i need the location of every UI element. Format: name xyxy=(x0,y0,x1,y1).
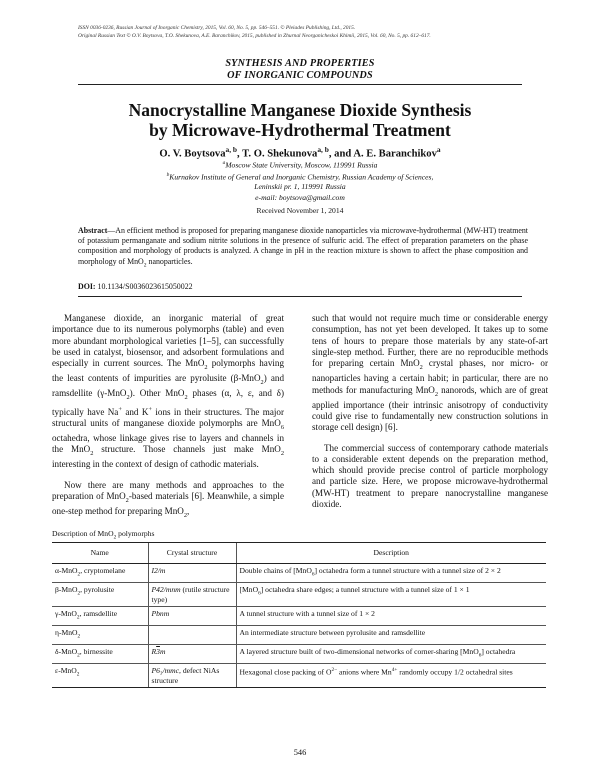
table-cell-structure xyxy=(148,626,236,645)
doi xyxy=(78,282,193,291)
abstract-end: nanoparticles. xyxy=(146,256,193,266)
paper-title-line-1: Nanocrystalline Manganese Dioxide Synthesis xyxy=(128,100,472,120)
table-cell-name: η-MnO$_2$ xyxy=(52,626,148,645)
body-paragraph: The commercial success of contemporary cathode materials to a considerable extent depends on the preparation method, which should provide precise control of particle morphology and particle size. Here, we propose microwave-hydrothermal (MW-HT) treatment to prepare nanocrystalline manganese dioxide. xyxy=(312,442,548,510)
table-cell-structure: P6₃/mmc, defect NiAs structure xyxy=(148,664,236,688)
affiliation-b xyxy=(60,171,540,192)
author-3-affil: a xyxy=(436,145,441,154)
table-row xyxy=(52,583,546,607)
table-cell-name: β-MnO$_2$, pyrolusite xyxy=(52,583,148,607)
journal-header-line-2: Original Russian Text © O.V. Boytsova, T.O. Shekunova, A.E. Baranchikov, 2015, published in Zhurnal Neorganicheskoi Khimii, 2015, Vol. 60, No. 5, pp. 612–617. xyxy=(78,33,431,39)
abstract-text: —An efficient method is proposed for preparing manganese dioxide nanoparticles via microwave-hydrothermal (MW-HT) treatment of potassium permanganate and sodium nitrite solutions in the presence of sulfuric acid. The effect of preparation parameters on the phase composition and morphology of products is analyzed. A change in pH in the reaction mixture is shown to affect the phase composition and morphology of MnO xyxy=(78,226,528,266)
table-cell-name: δ-MnO$_2$, birnessite xyxy=(52,645,148,664)
subscript: 2 xyxy=(143,262,147,269)
email: e-mail: boytsova@gmail.com xyxy=(255,193,345,202)
author-1: O. V. Boytsova xyxy=(159,148,226,160)
table-row xyxy=(52,607,546,626)
table-cell-structure: P42/mnm (rutile structure type) xyxy=(148,583,236,607)
table-cell-description: Hexagonal close packing of $O^{2-}$ anions where $Mn^{4+}$ randomly occupy 1/2 octahedral sites xyxy=(236,664,546,688)
abstract-label: Abstract xyxy=(78,226,108,235)
table-row xyxy=(52,564,546,583)
page-number: 546 xyxy=(293,748,307,757)
received-date: Received November 1, 2014 xyxy=(256,206,344,215)
affiliation-b-text: Kurnakov Institute of General and Inorganic Chemistry, Russian Academy of Sciences, xyxy=(169,172,434,182)
table-cell-name: γ-MnO$_2$, ramsdellite xyxy=(52,607,148,626)
table-cell-name: ε-MnO$_2$ xyxy=(52,664,148,688)
author-3: A. E. Baranchikov xyxy=(353,148,437,160)
author-2-affil: a, b xyxy=(317,145,329,154)
author-2: T. O. Shekunova xyxy=(242,148,318,160)
section-rule xyxy=(78,84,522,85)
table-cell-description: Double chains of [MnO$_6$] octahedra form a tunnel structure with a tunnel size of 2 × 2 xyxy=(236,564,546,583)
polymorph-table xyxy=(52,542,546,688)
section-heading-line-1: SYNTHESIS AND PROPERTIES xyxy=(225,58,375,69)
table-cell-structure: I2/m xyxy=(148,564,236,583)
table-header-structure: Crystal structure xyxy=(148,543,236,564)
affiliation-b-address: Leninskii pr. 1, 119991 Russia xyxy=(254,182,346,192)
table-cell-description: A layered structure built of two-dimensional networks of corner-sharing [MnO$_6$] octahedra xyxy=(236,645,546,664)
affiliation-a-mark: a xyxy=(222,160,226,166)
table-row xyxy=(52,664,546,688)
author-1-affil: a, b xyxy=(225,145,238,154)
table-header-name: Name xyxy=(52,543,148,564)
table-row xyxy=(52,626,546,645)
section-heading-line-2: OF INORGANIC COMPOUNDS xyxy=(227,70,373,81)
affiliation-b-mark: b xyxy=(166,172,170,178)
table-header-row xyxy=(52,543,546,564)
author-list xyxy=(60,145,540,160)
abstract-rule xyxy=(78,296,522,297)
body-column-left xyxy=(52,313,284,530)
body-paragraph: Manganese dioxide, an inorganic material of great importance due to its numerous polymorphs (table) and even more abundant morphological varieties [1–5], can successfully be used in catalyst, biosensor, and adsorbent formulations and especially in current sources. The MnO$_2$ polymorphs having the least contents of impurities are pyrolusite (β-MnO$_2$) and ramsdellite (γ-MnO$_2$). Other MnO$_2$ phases (α, λ, ε, and δ) typically have Na+ and K+ ions in their structures. The major structural units of manganese dioxide polymorphs are MnO$_6$ octahedra, whose linkage gives rise to layers and channels in the MnO$_2$ structure. Those channels just make MnO$_2$ interesting in the context of design of cathodic materials. xyxy=(52,313,285,470)
table-cell-name: α-MnO$_2$, cryptomelane xyxy=(52,564,148,583)
paper-title-line-2: by Microwave-Hydrothermal Treatment xyxy=(149,120,451,140)
author-sep: , xyxy=(237,148,243,160)
journal-header-line-1: ISSN 0036-0236, Russian Journal of Inorganic Chemistry, 2015, Vol. 60, No. 5, pp. 546–551. © Pleiades Publishing, Ltd., 2015. xyxy=(78,25,356,31)
table-caption: Description of MnO$_2$ polymorphs xyxy=(52,529,155,541)
affiliation-a xyxy=(60,159,540,170)
abstract xyxy=(78,226,528,270)
body-column-right xyxy=(312,313,548,519)
doi-value: 10.1134/S0036023615050022 xyxy=(97,282,193,291)
overbar-digit: 3 xyxy=(156,647,160,657)
author-sep: , and xyxy=(328,148,354,160)
table-header-description: Description xyxy=(236,543,546,564)
table-cell-description: A tunnel structure with a tunnel size of 1 × 2 xyxy=(236,607,546,626)
affiliation-a-text: Moscow State University, Moscow, 119991 Russia xyxy=(225,160,378,170)
table-cell-structure: Pbnm xyxy=(148,607,236,626)
body-paragraph: such that would not require much time or considerable energy consumption, has not yet been developed. It takes up to some tens of hours to prepare those materials by any state-of-art single-step method. Further, there are no reproducible methods for preparing certain MnO$_2$ crystal phases, nor micro- or nanoparticles having a certain habit; in particular, there are no methods for manufacturing MnO$_2$ nanorods, which are of great applied importance (their intrinsic anisotropy of conductivity could give rise to fundamentally new construction solutions in storage cell design) [6]. xyxy=(312,313,548,433)
table-cell-structure xyxy=(148,645,236,664)
table-cell-description: [MnO$_6$] octahedra share edges; a tunnel structure with a tunnel size of 1 × 1 xyxy=(236,583,546,607)
doi-label: DOI: xyxy=(78,282,96,291)
table-cell-description: An intermediate structure between pyrolusite and ramsdellite xyxy=(236,626,546,645)
space-group-r3m: R3m xyxy=(151,647,166,657)
table-row xyxy=(52,645,546,664)
body-paragraph: Now there are many methods and approaches to the preparation of MnO$_2$-based materials [6]. Meanwhile, a simple one-step method for preparing MnO$_2$, xyxy=(52,479,284,519)
